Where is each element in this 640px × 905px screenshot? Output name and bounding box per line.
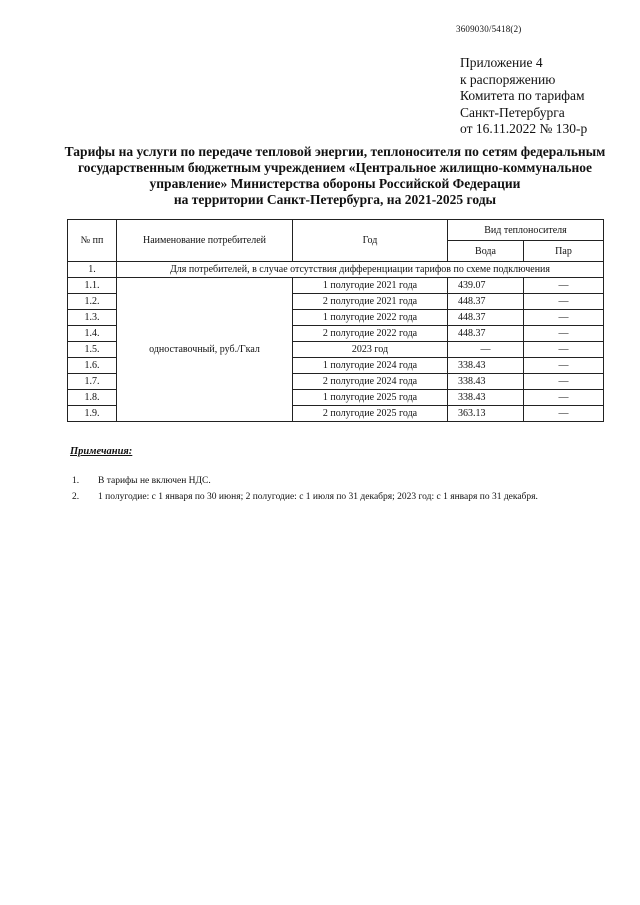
document-title (60, 144, 610, 208)
row-steam: — (524, 310, 604, 326)
row-steam: — (524, 406, 604, 422)
appendix-line: Приложение 4 (460, 55, 543, 70)
header-num: № пп (68, 220, 117, 262)
header-carrier: Вид теплоносителя (448, 220, 604, 241)
title-line: на территории Санкт-Петербурга, на 2021-2025 годы (173, 192, 497, 207)
row-num: 1.9. (68, 406, 117, 422)
row-steam: — (524, 342, 604, 358)
table-row (68, 278, 604, 294)
section-label: Для потребителей, в случае отсутствия дифференциации тарифов по схеме подключения (117, 262, 604, 278)
header-consumer: Наименование потребителей (117, 220, 293, 262)
row-period: 2 полугодие 2022 года (293, 326, 448, 342)
note-num: 2. (72, 492, 80, 502)
tariff-table (67, 219, 604, 422)
appendix-line: Санкт-Петербурга (460, 104, 565, 120)
row-num: 1.8. (68, 390, 117, 406)
row-period: 1 полугодие 2021 года (293, 278, 448, 294)
row-water: — (448, 342, 524, 358)
appendix-line: от 16.11.2022 № 130-р (460, 121, 588, 136)
header-water: Вода (448, 241, 524, 262)
row-steam: — (524, 390, 604, 406)
row-period: 1 полугодие 2024 года (293, 358, 448, 374)
row-period: 2 полугодие 2024 года (293, 374, 448, 390)
note-num: 1. (72, 476, 80, 486)
row-water: 338.43 (448, 374, 524, 390)
row-water: 448.37 (448, 326, 524, 342)
note-item (72, 473, 538, 489)
row-period: 2 полугодие 2025 года (293, 406, 448, 422)
header-year: Год (293, 220, 448, 262)
title-line: государственным бюджетным учреждением «Центральное жилищно-коммунальное (77, 160, 592, 175)
section-row (68, 262, 604, 278)
row-water: 338.43 (448, 390, 524, 406)
document-id: 3609030/5418(2) (456, 24, 522, 34)
row-period: 1 полугодие 2022 года (293, 310, 448, 326)
header-steam: Пар (524, 241, 604, 262)
row-period: 2023 год (293, 342, 448, 358)
row-water: 448.37 (448, 310, 524, 326)
row-num: 1.3. (68, 310, 117, 326)
row-num: 1.7. (68, 374, 117, 390)
row-num: 1.1. (68, 278, 117, 294)
row-steam: — (524, 374, 604, 390)
title-line: управление» Министерства обороны Российской Федерации (149, 176, 521, 191)
row-water: 448.37 (448, 294, 524, 310)
row-water: 338.43 (448, 358, 524, 374)
row-steam: — (524, 358, 604, 374)
section-num: 1. (68, 262, 117, 278)
appendix-line: к распоряжению (460, 71, 556, 87)
note-text: 1 полугодие: с 1 января по 30 июня; 2 полугодие: с 1 июля по 31 декабря; 2023 год: с 1 января по 31 декабря. (98, 492, 538, 502)
appendix-block (460, 55, 587, 138)
row-steam: — (524, 326, 604, 342)
row-num: 1.2. (68, 294, 117, 310)
row-water: 363.13 (448, 406, 524, 422)
note-text: В тарифы не включен НДС. (98, 476, 211, 486)
row-num: 1.5. (68, 342, 117, 358)
row-num: 1.4. (68, 326, 117, 342)
title-line: Тарифы на услуги по передаче тепловой энергии, теплоносителя по сетям федеральным (64, 144, 606, 159)
note-item (72, 489, 538, 505)
row-water: 439.07 (448, 278, 524, 294)
notes-list (72, 473, 538, 505)
consumer-cell: одноставочный, руб./Гкал (117, 278, 293, 422)
appendix-line: Комитета по тарифам (460, 88, 585, 103)
row-period: 2 полугодие 2021 года (293, 294, 448, 310)
row-steam: — (524, 278, 604, 294)
row-num: 1.6. (68, 358, 117, 374)
row-period: 1 полугодие 2025 года (293, 390, 448, 406)
notes-title: Примечания: (70, 446, 133, 457)
row-steam: — (524, 294, 604, 310)
